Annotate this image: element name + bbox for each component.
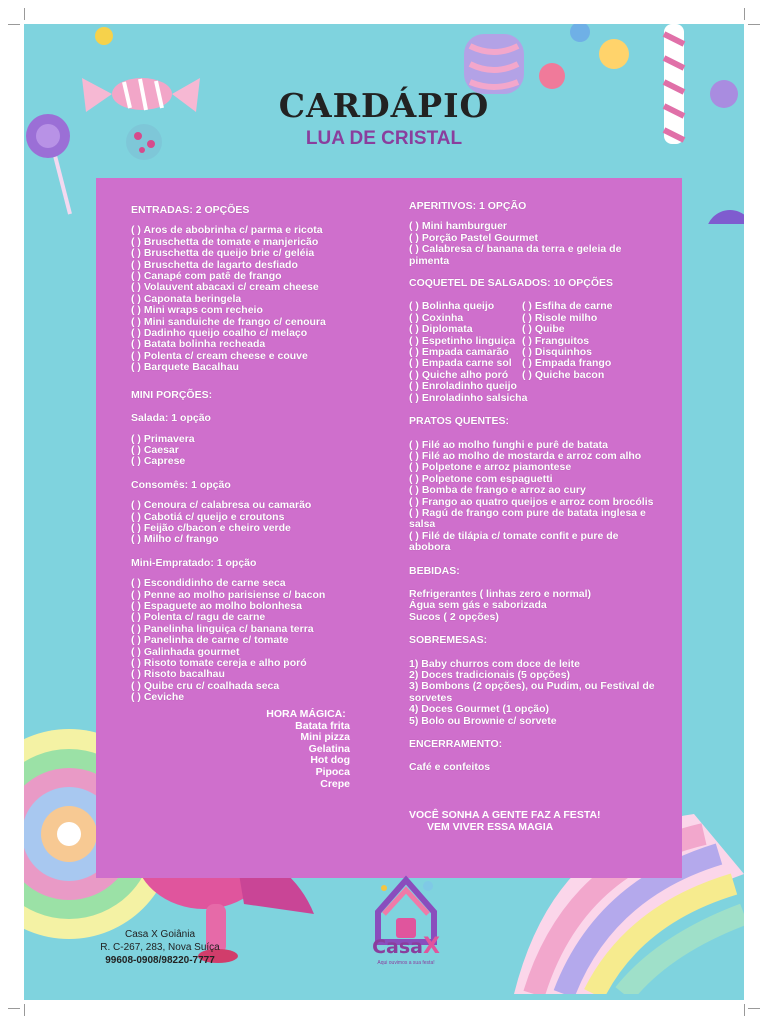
list-item: ( ) Empada carne sol — [409, 357, 512, 370]
list-item: ( ) Bomba de frango e arroz ao cury — [409, 484, 586, 497]
list-item: ( ) Quibe — [522, 323, 565, 336]
consomes-list — [131, 500, 381, 546]
list-item: Pipoca — [315, 765, 350, 778]
sobremesas-list — [409, 659, 659, 727]
list-item: ( ) Risoto bacalhau — [131, 668, 225, 681]
list-item: ( ) Escondidinho de carne seca — [131, 577, 286, 590]
section-heading-bebidas: BEBIDAS: — [409, 564, 460, 577]
logo-mark: X — [422, 934, 440, 959]
list-item: ( ) Aros de abobrinha c/ parma e ricota — [131, 224, 323, 237]
list-item: ( ) Filé de tilápia c/ tomate confit e pure de abobora — [409, 529, 619, 554]
encerramento-list — [409, 762, 659, 773]
list-item: Batata frita — [295, 719, 350, 732]
list-item: 4) Doces Gourmet (1 opção) — [409, 703, 550, 716]
list-item: Crepe — [320, 777, 350, 790]
menu-column-right — [409, 201, 659, 774]
list-item: ( ) Quibe cru c/ coalhada seca — [131, 679, 280, 692]
list-item: ( ) Quiche alho poró — [409, 368, 509, 381]
coquetel-list — [409, 301, 659, 404]
mini-empratado-list — [131, 578, 381, 703]
list-item: Gelatina — [308, 742, 350, 755]
list-item: ( ) Barquete Bacalhau — [131, 361, 239, 374]
list-item: ( ) Mini hamburguer — [409, 220, 507, 233]
list-item: ( ) Enroladinho salsicha — [409, 391, 528, 404]
list-item: ( ) Ceviche — [131, 691, 185, 704]
list-item: ( ) Enroladinho queijo — [409, 380, 517, 393]
business-phone: 99608-0908/98220-7777 — [105, 955, 215, 966]
subsection-heading-salada: Salada: 1 opção — [131, 412, 211, 425]
list-item: ( ) Primavera — [131, 432, 195, 445]
section-heading-pratos-quentes: PRATOS QUENTES: — [409, 415, 509, 428]
section-heading-encerramento: ENCERRAMENTO: — [409, 738, 503, 751]
twist-candy-icon — [464, 34, 524, 94]
list-item: 5) Bolo ou Brownie c/ sorvete — [409, 714, 557, 727]
business-name: Casa X Goiânia — [124, 929, 196, 940]
contact-footer — [90, 928, 230, 967]
list-item: 3) Bombons (2 opções), ou Pudim, ou Festival de sorvetes — [409, 680, 655, 704]
list-item: ( ) Empada camarão — [409, 346, 509, 359]
list-item: Refrigerantes ( linhas zero e normal) — [409, 587, 592, 600]
list-item: ( ) Bruschetta de tomate e manjericão — [131, 235, 319, 248]
page-subtitle: LUA DE CRISTAL — [305, 128, 463, 149]
list-item: ( ) Risoto tomate cereja e alho poró — [131, 657, 307, 669]
list-item: ( ) Polenta c/ cream cheese e couve — [131, 349, 308, 362]
list-item: ( ) Galinhada gourmet — [131, 645, 240, 658]
section-heading-entradas: ENTRADAS: 2 OPÇÕES — [131, 204, 250, 216]
logo-text: Casa — [372, 936, 423, 958]
list-item: ( ) Filé ao molho de mostarda e arroz com alho — [409, 449, 642, 462]
list-item: 2) Doces tradicionais (5 opções) — [409, 669, 571, 681]
list-item: ( ) Quiche bacon — [522, 368, 605, 381]
list-item: ( ) Esfiha de carne — [522, 300, 613, 313]
slogan-line-2: VEM VIVER ESSA MAGIA — [427, 820, 554, 833]
slogan — [409, 810, 639, 833]
list-item: ( ) Ragú de frango com pure de batata inglesa e salsa — [409, 506, 646, 531]
crop-mark — [14, 1004, 25, 1016]
subsection-heading-mini-empratado: Mini-Empratado: 1 opção — [131, 556, 257, 569]
section-heading-hora-magica: HORA MÁGICA: — [266, 708, 346, 720]
list-item: ( ) Cabotiá c/ queijo e croutons — [131, 510, 285, 523]
list-item: ( ) Disquinhos — [522, 346, 592, 359]
section-heading-aperitivos: APERITIVOS: 1 OPÇÃO — [409, 200, 527, 212]
coquetel-list-right — [522, 301, 612, 404]
section-heading-sobremesas: SOBREMESAS: — [409, 634, 488, 647]
crop-mark — [744, 1004, 755, 1016]
logo-tagline: Aqui ouvimos a sua festa! — [377, 960, 435, 966]
list-item: ( ) Caesar — [131, 443, 179, 456]
list-item: ( ) Porção Pastel Gourmet — [409, 231, 538, 244]
list-item: Café e confeitos — [409, 761, 491, 774]
list-item: ( ) Empada frango — [522, 357, 612, 370]
business-address: R. C-267, 283, Nova Suíça — [100, 942, 220, 953]
list-item: ( ) Penne ao molho parisiense c/ bacon — [131, 588, 326, 601]
list-item: Sucos ( 2 opções) — [409, 610, 499, 623]
aperitivos-list — [409, 221, 659, 267]
list-item: ( ) Caponata beringela — [131, 292, 242, 305]
list-item: ( ) Milho c/ frango — [131, 533, 219, 546]
crop-mark — [14, 8, 25, 20]
list-item: ( ) Mini wraps com recheio — [131, 304, 263, 317]
section-heading-coquetel: COQUETEL DE SALGADOS: 10 OPÇÕES — [409, 277, 614, 290]
list-item: ( ) Feijão c/bacon e cheiro verde — [131, 521, 291, 534]
list-item: ( ) Bruschetta de queijo brie c/ geléia — [131, 247, 315, 260]
list-item: ( ) Panelinha linguiça c/ banana terra — [131, 622, 314, 635]
list-item: ( ) Mini sanduiche de frango c/ cenoura — [131, 315, 326, 328]
crop-mark — [744, 8, 755, 20]
list-item: ( ) Bruschetta de lagarto desfiado — [131, 258, 298, 271]
salada-list — [131, 434, 381, 468]
list-item: ( ) Batata bolinha recheada — [131, 338, 266, 351]
list-item: ( ) Canapé com patê de frango — [131, 270, 282, 283]
bebidas-list — [409, 589, 659, 623]
list-item: Água sem gás e saborizada — [409, 599, 547, 612]
menu-column-left — [131, 205, 381, 704]
slogan-line-1: VOCÊ SONHA A GENTE FAZ A FESTA! — [409, 809, 601, 821]
list-item: ( ) Panelinha de carne c/ tomate — [131, 634, 289, 647]
list-item: 1) Baby churros com doce de leite — [409, 657, 580, 670]
list-item: Hot dog — [310, 754, 350, 767]
page-title: CARDÁPIO — [278, 86, 490, 125]
section-heading-mini-porcoes: MINI PORÇÕES: — [131, 388, 213, 401]
logo-wordmark — [364, 934, 448, 959]
list-item: ( ) Diplomata — [409, 323, 473, 336]
list-item: Mini pizza — [300, 731, 350, 744]
list-item: ( ) Risole milho — [522, 311, 598, 324]
list-item: ( ) Espaguete ao molho bolonhesa — [131, 599, 302, 612]
list-item: ( ) Frango ao quatro queijos e arroz com brocólis — [409, 495, 654, 508]
entradas-list — [131, 225, 381, 373]
list-item: ( ) Caprese — [131, 455, 186, 468]
list-item: ( ) Franguitos — [522, 334, 590, 347]
list-item: ( ) Polenta c/ ragu de carne — [131, 611, 266, 624]
list-item: ( ) Espetinho linguiça — [409, 334, 516, 347]
list-item: ( ) Bolinha queijo — [409, 300, 495, 313]
list-item: ( ) Polpetone com espaguetti — [409, 472, 553, 485]
list-item: ( ) Volauvent abacaxi c/ cream cheese — [131, 281, 319, 294]
list-item: ( ) Calabresa c/ banana da terra e geleia de pimenta — [409, 243, 622, 267]
hora-magica — [262, 709, 350, 790]
coquetel-list-left — [409, 300, 528, 404]
list-item: ( ) Filé ao molho funghi e purê de batata — [409, 438, 608, 451]
list-item: ( ) Coxinha — [409, 311, 464, 324]
list-item: ( ) Dadinho queijo coalho c/ melaço — [131, 327, 308, 340]
pratos-quentes-list — [409, 440, 659, 554]
casa-x-logo — [364, 872, 448, 968]
list-item: ( ) Polpetone e arroz piamontese — [409, 461, 572, 474]
candy-stick-icon — [664, 24, 684, 144]
list-item: ( ) Cenoura c/ calabresa ou camarão — [131, 499, 312, 512]
subsection-heading-consomes: Consomês: 1 opção — [131, 478, 231, 491]
